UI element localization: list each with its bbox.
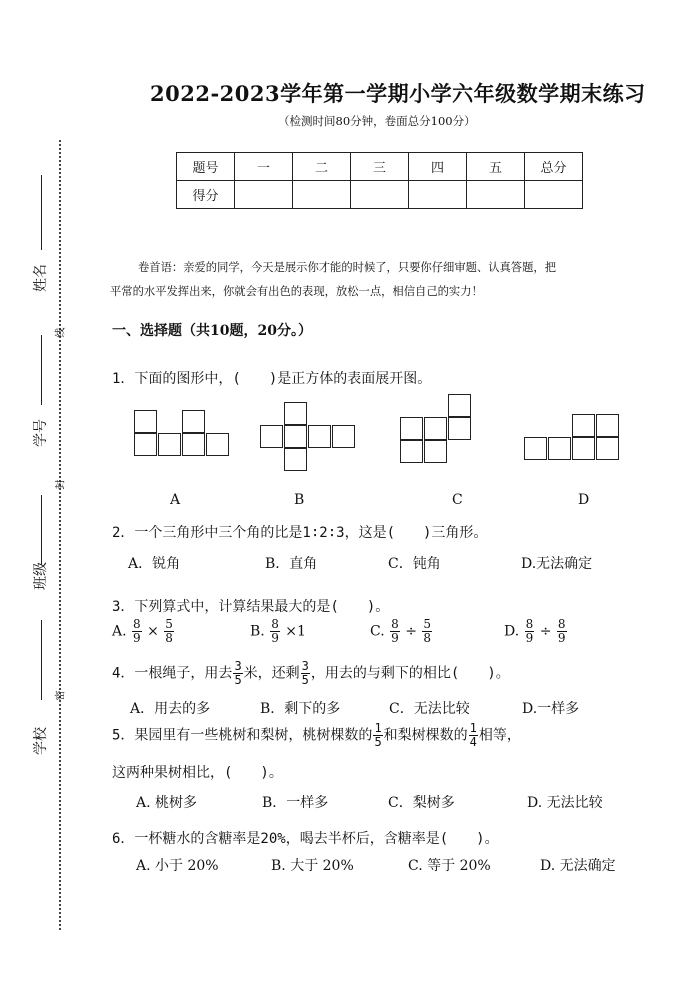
score-cell: [351, 181, 409, 209]
score-cell: [467, 181, 525, 209]
student-id-label: 学号: [33, 419, 49, 447]
q4-option-a: A．用去的多: [130, 701, 211, 717]
school-label: 学校: [33, 727, 49, 755]
q4-option-c: C．无法比较: [389, 701, 470, 717]
q5-option-b: B．一样多: [262, 795, 329, 811]
q2-option-d: D.无法确定: [521, 556, 593, 572]
q4-option-b: B．剩下的多: [260, 701, 341, 717]
class-write-line: [41, 495, 42, 565]
score-cell: [293, 181, 351, 209]
page-title: 2022-2023学年第一学期小学六年级数学期末练习: [150, 81, 646, 106]
fraction: $\frac{8}{9}$: [525, 617, 534, 645]
net-label-a: A: [170, 492, 181, 508]
preface-line: 平常的水平发挥出来，你就会有出色的表现，放松一点，相信自己的实力！: [110, 285, 483, 298]
q6-option-d: D. 无法确定: [540, 858, 616, 874]
score-header-cell: 五: [467, 153, 525, 181]
q5-option-c: C．梨树多: [388, 795, 455, 811]
question-6-text: 6．一杯糖水的含糖率是20%，喝去半杯后，含糖率是( )。: [112, 831, 499, 847]
fraction: $\frac{8}{9}$: [271, 617, 279, 645]
score-table: [176, 152, 583, 209]
question-3-text: 3．下列算式中，计算结果最大的是( )。: [112, 599, 390, 615]
fraction: $\frac{5}{8}$: [165, 617, 173, 645]
seal-char-seal: 封: [55, 479, 67, 490]
score-table-header-row: [177, 153, 583, 181]
q5-option-a: A. 桃树多: [136, 795, 198, 811]
preface: [110, 256, 670, 304]
fraction: $\frac{1}{4}$: [469, 721, 477, 749]
q3-option-a: [112, 618, 175, 645]
option-letter: C.: [370, 623, 385, 640]
score-cell: [409, 181, 467, 209]
school-write-line: [41, 620, 42, 700]
operator: ÷: [539, 623, 552, 640]
fraction: $\frac{8}{9}$: [557, 617, 566, 645]
question-5-text: 5．果园里有一些桃树和梨树，桃树棵数的 $\frac{1}{5}$ 和梨树棵数的 $\frac{1}{4}$ 相等，: [112, 721, 521, 749]
q3-option-d: [504, 618, 568, 645]
score-header-cell: 四: [409, 153, 467, 181]
score-header-cell: 三: [351, 153, 409, 181]
q2-option-a: A．锐角: [128, 556, 181, 572]
section-title: 一、选择题（共10题，20分。）: [112, 323, 312, 339]
option-letter: D.: [504, 623, 520, 640]
score-cell: [235, 181, 293, 209]
score-row-label: 得分: [177, 181, 235, 209]
q6-option-b: B. 大于 20%: [271, 858, 354, 874]
q2-option-b: B．直角: [265, 556, 318, 572]
score-header-cell: 二: [293, 153, 351, 181]
fraction: $\frac{5}{8}$: [423, 617, 432, 645]
option-letter: A.: [112, 623, 127, 640]
q4-option-d: D.一样多: [522, 701, 580, 717]
fraction: $\frac{8}{9}$: [391, 617, 399, 645]
operator: ×1: [285, 623, 306, 640]
operator: ÷: [405, 623, 417, 640]
q3-option-b: [250, 618, 306, 645]
binding-dotted-line: [59, 140, 61, 930]
question-5-text-line2: 这两种果树相比，( )。: [112, 765, 283, 781]
fraction: $\frac{8}{9}$: [133, 617, 141, 645]
q6-option-c: C. 等于 20%: [408, 858, 491, 874]
net-label-d: D: [578, 492, 590, 508]
score-table-score-row: [177, 181, 583, 209]
seal-char-line: 线: [55, 327, 67, 338]
question-1-text: 1．下面的图形中，( )是正方体的表面展开图。: [112, 371, 432, 387]
name-write-line: [41, 175, 42, 250]
q3-option-c: [370, 618, 433, 645]
fraction: $\frac{3}{5}$: [301, 659, 309, 687]
net-label-b: B: [294, 492, 305, 508]
fraction: $\frac{1}{5}$: [374, 721, 382, 749]
fraction: $\frac{3}{5}$: [234, 659, 242, 687]
student-id-write-line: [41, 335, 42, 405]
question-4-text: 4．一根绳子，用去 $\frac{3}{5}$ 米，还剩 $\frac{3}{5}$ ，用去的与剩下的相比( )。: [112, 659, 510, 687]
q2-option-c: C．钝角: [388, 556, 441, 572]
score-header-cell: 一: [235, 153, 293, 181]
score-header-cell: 总分: [525, 153, 583, 181]
preface-line: 卷首语：亲爱的同学，今天是展示你才能的时候了，只要你仔细审题、认真答题，把: [138, 261, 556, 274]
name-label: 姓名: [33, 264, 49, 292]
question-2-text: 2．一个三角形中三个角的比是1∶2∶3，这是( )三角形。: [112, 525, 488, 541]
score-header-cell: 题号: [177, 153, 235, 181]
operator: ×: [147, 623, 159, 640]
q6-option-a: A. 小于 20%: [136, 858, 219, 874]
seal-char-close: 密: [55, 690, 67, 701]
class-label: 班级: [33, 562, 49, 590]
net-label-c: C: [452, 492, 463, 508]
q5-option-d: D. 无法比较: [527, 795, 603, 811]
option-letter: B.: [250, 623, 265, 640]
score-cell: [525, 181, 583, 209]
page-subtitle: （检测时间80分钟，卷面总分100分）: [278, 114, 476, 128]
